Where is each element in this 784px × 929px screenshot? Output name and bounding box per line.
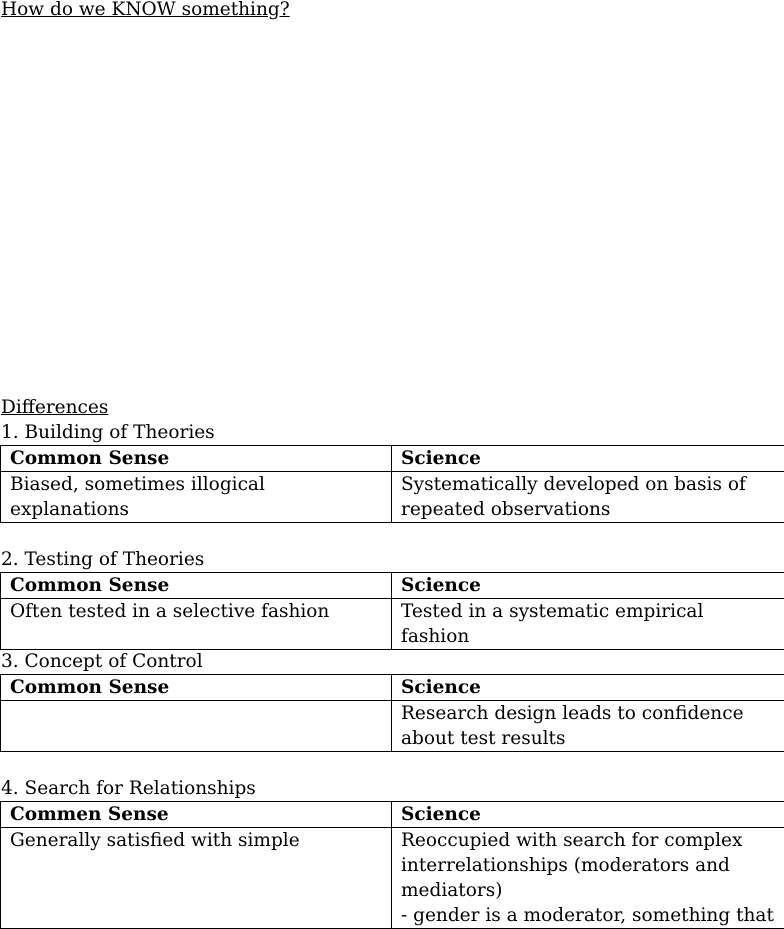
- section-heading-testing-of-theories: 2. Testing of Theories: [1, 547, 204, 572]
- table-header-cell: Common Sense: [1, 675, 392, 701]
- table-cell: Biased, sometimes illogical explanations: [1, 472, 392, 523]
- table-cell: Tested in a systematic empirical fashion: [392, 599, 784, 650]
- section-heading-building-of-theories: 1. Building of Theories: [1, 420, 215, 445]
- table-header-row: [1, 802, 784, 828]
- table-row: [1, 701, 784, 752]
- comparison-table-testing-of-theories: [0, 572, 784, 650]
- table-cell: [1, 701, 392, 752]
- table-cell: Reoccupied with search for complex interrelationships (moderators and mediators) - gender is a moderator, something that: [392, 828, 784, 929]
- table-header-cell: Science: [392, 802, 784, 828]
- table-row: [1, 472, 784, 523]
- table-header-row: [1, 573, 784, 599]
- comparison-table-building-of-theories: [0, 445, 784, 523]
- table-header-row: [1, 446, 784, 472]
- table-header-cell: Science: [392, 675, 784, 701]
- table-cell: Systematically developed on basis of repeated observations: [392, 472, 784, 523]
- comparison-table-concept-of-control: [0, 674, 784, 752]
- table-header-cell: Science: [392, 446, 784, 472]
- table-row: [1, 828, 784, 929]
- section-heading-concept-of-control: 3. Concept of Control: [1, 649, 203, 674]
- page-title: How do we KNOW something?: [1, 0, 290, 22]
- table-header-row: [1, 675, 784, 701]
- table-header-cell: Common Sense: [1, 573, 392, 599]
- section-heading-search-for-relationships: 4. Search for Relationships: [1, 776, 256, 801]
- table-cell: Research design leads to confidence about test results: [392, 701, 784, 752]
- differences-heading: Differences: [1, 395, 108, 420]
- table-header-cell: Science: [392, 573, 784, 599]
- table-header-cell: Common Sense: [1, 446, 392, 472]
- table-row: [1, 599, 784, 650]
- table-cell: Generally satisfied with simple: [1, 828, 392, 929]
- table-header-cell: Commen Sense: [1, 802, 392, 828]
- comparison-table-search-for-relationships: [0, 801, 784, 929]
- table-cell: Often tested in a selective fashion: [1, 599, 392, 650]
